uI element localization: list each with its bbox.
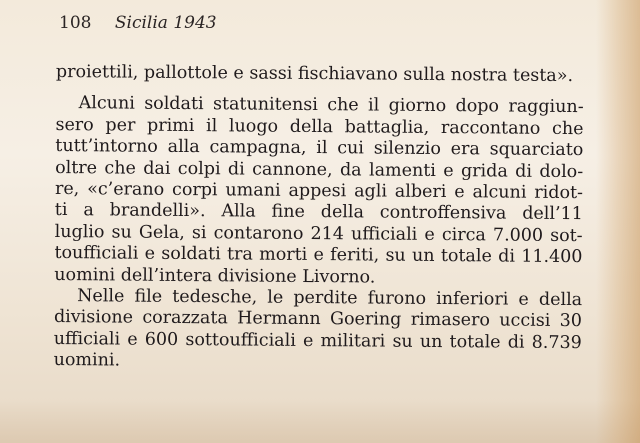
running-title: Sicilia 1943 (114, 13, 217, 33)
text-line: Alcuni soldati statunitensi che il giorno dopo raggiun- (78, 93, 584, 118)
body-text (54, 62, 584, 376)
text-line: sero per primi il luogo della battaglia, raccontano che (55, 114, 584, 139)
text-line: re, «c’erano corpi umani appesi agli alberi e alcuni ridot- (54, 178, 584, 204)
text-line: proiettili, pallottole e sassi fischiavano sulla nostra testa». (55, 62, 574, 87)
page-header (59, 13, 217, 33)
text-line: oltre che dai colpi di cannone, da lamenti e grida di dolo- (55, 157, 584, 182)
page-number: 108 (59, 13, 92, 33)
text-line: ufficiali e 600 sottoufficiali e militari su un totale di 8.739 (53, 328, 582, 353)
text-line: divisione corazzata Hermann Goering rimasero uccisi 30 (53, 307, 583, 332)
text-line: toufficiali e soldati tra morti e feriti, su un totale di 11.400 (54, 243, 583, 268)
text-line: tutt’intorno alla campagna, il cui silenzio era squarciato (55, 136, 584, 161)
text-line: uomini. (53, 350, 121, 371)
text-line: ti a brandelli». Alla fine della controffensiva dell’11 (54, 200, 583, 225)
text-line: Nelle file tedesche, le perdite furono inferiori e della (77, 286, 583, 311)
text-line: luglio su Gela, si contarono 214 ufficiali e circa 7.000 sot- (54, 221, 583, 246)
text-line: uomini dell’intera divisione Livorno. (54, 264, 376, 288)
